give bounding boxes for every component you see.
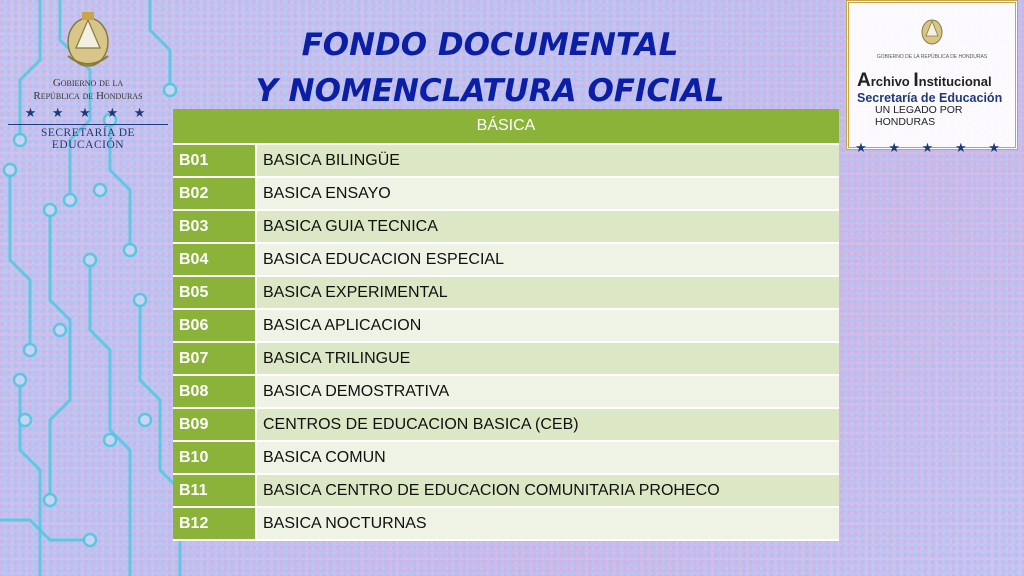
table-row — [173, 441, 839, 474]
table-row — [173, 210, 839, 243]
government-logo — [8, 6, 168, 151]
stars-icon: ★ ★ ★ ★ ★ — [24, 105, 152, 120]
table-row — [173, 243, 839, 276]
stars-icon: ★ ★ ★ ★ ★ — [855, 140, 1009, 155]
table-row — [173, 408, 839, 441]
row-code: B04 — [173, 243, 256, 276]
row-description: BASICA COMUN — [256, 441, 839, 474]
row-code: B02 — [173, 177, 256, 210]
archive-institucional-logo — [846, 0, 1018, 155]
row-description: CENTROS DE EDUCACION BASICA (CEB) — [256, 408, 839, 441]
row-code: B08 — [173, 375, 256, 408]
table-row — [173, 177, 839, 210]
nomenclature-table — [173, 109, 839, 541]
title-line2: Y NOMENCLATURA OFICIAL — [255, 73, 725, 109]
row-code: B11 — [173, 474, 256, 507]
row-description: BASICA GUIA TECNICA — [256, 210, 839, 243]
row-code: B03 — [173, 210, 256, 243]
table-row — [173, 276, 839, 309]
table-row — [173, 309, 839, 342]
row-code: B10 — [173, 441, 256, 474]
table-row — [173, 375, 839, 408]
archive-legado: UN LEGADO POR HONDURAS — [875, 104, 963, 128]
gov-line2: República de Honduras — [33, 90, 143, 102]
row-code: B07 — [173, 342, 256, 375]
row-code: B12 — [173, 507, 256, 540]
row-code: B05 — [173, 276, 256, 309]
row-description: BASICA EDUCACION ESPECIAL — [256, 243, 839, 276]
archive-title: Archivo Institucional — [857, 70, 992, 91]
row-code: B09 — [173, 408, 256, 441]
title-line1: FONDO DOCUMENTAL — [301, 27, 679, 63]
row-description: BASICA APLICACION — [256, 309, 839, 342]
table-row — [173, 507, 839, 540]
secretaria-label: SECRETARÍA DE EDUCACIÓN — [8, 124, 168, 151]
row-description: BASICA CENTRO DE EDUCACION COMUNITARIA PROHECO — [256, 474, 839, 507]
row-description: BASICA BILINGÜE — [256, 144, 839, 177]
row-code: B01 — [173, 144, 256, 177]
honduras-coat-of-arms-icon — [60, 6, 116, 72]
archive-secretaria: Secretaría de Educación — [857, 91, 1003, 105]
row-description: BASICA TRILINGUE — [256, 342, 839, 375]
row-description: BASICA DEMOSTRATIVA — [256, 375, 839, 408]
table-row — [173, 144, 839, 177]
row-description: BASICA NOCTURNAS — [256, 507, 839, 540]
table-row — [173, 342, 839, 375]
row-description: BASICA EXPERIMENTAL — [256, 276, 839, 309]
table-row — [173, 474, 839, 507]
honduras-coat-of-arms-icon — [918, 15, 946, 47]
table-header: BÁSICA — [173, 109, 839, 144]
row-description: BASICA ENSAYO — [256, 177, 839, 210]
row-code: B06 — [173, 309, 256, 342]
page-title — [240, 22, 740, 114]
archive-small-text: GOBIERNO DE LA REPÚBLICA DE HONDURAS — [876, 54, 988, 60]
gov-line1: Gobierno de la — [52, 77, 124, 89]
